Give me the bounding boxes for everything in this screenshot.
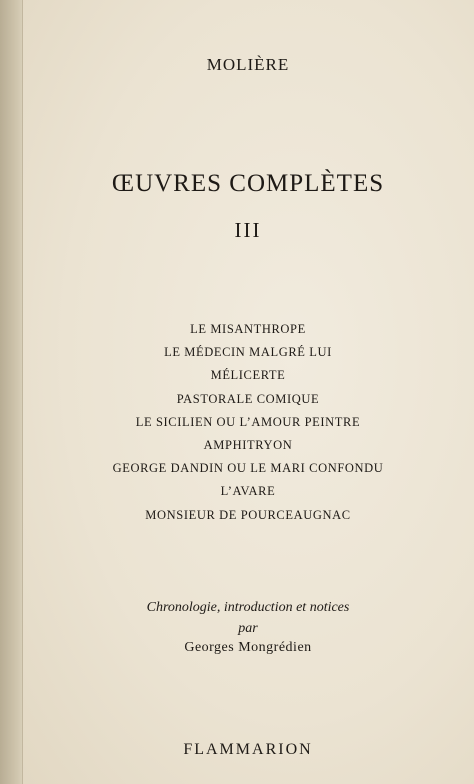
work-title: ŒUVRES COMPLÈTES [111, 170, 385, 197]
list-item: MONSIEUR DE POURCEAUGNAC [145, 507, 351, 522]
list-item: LE MISANTHROPE [190, 322, 306, 336]
list-item: MÉLICERTE [210, 368, 286, 383]
list-item: GEORGE DANDIN OU LE MARI CONFONDU [112, 461, 384, 476]
list-item: LE MÉDECIN MALGRÉ LUI [164, 345, 332, 360]
credits-by: par [238, 621, 258, 636]
editor-name: Georges Mongrédien [184, 640, 312, 655]
list-item: AMPHITRYON [203, 438, 293, 453]
list-item: PASTORALE COMIQUE [176, 391, 320, 406]
credits-intro: Chronologie, introduction et notices [146, 600, 350, 615]
plays-list [22, 318, 474, 527]
volume-number: III [234, 218, 262, 242]
list-item: LE SICILIEN OU L’AMOUR PEINTRE [135, 414, 361, 429]
author-name: MOLIÈRE [206, 55, 290, 74]
list-item: L’AVARE [220, 484, 276, 499]
publisher-name: FLAMMARION [183, 741, 313, 758]
